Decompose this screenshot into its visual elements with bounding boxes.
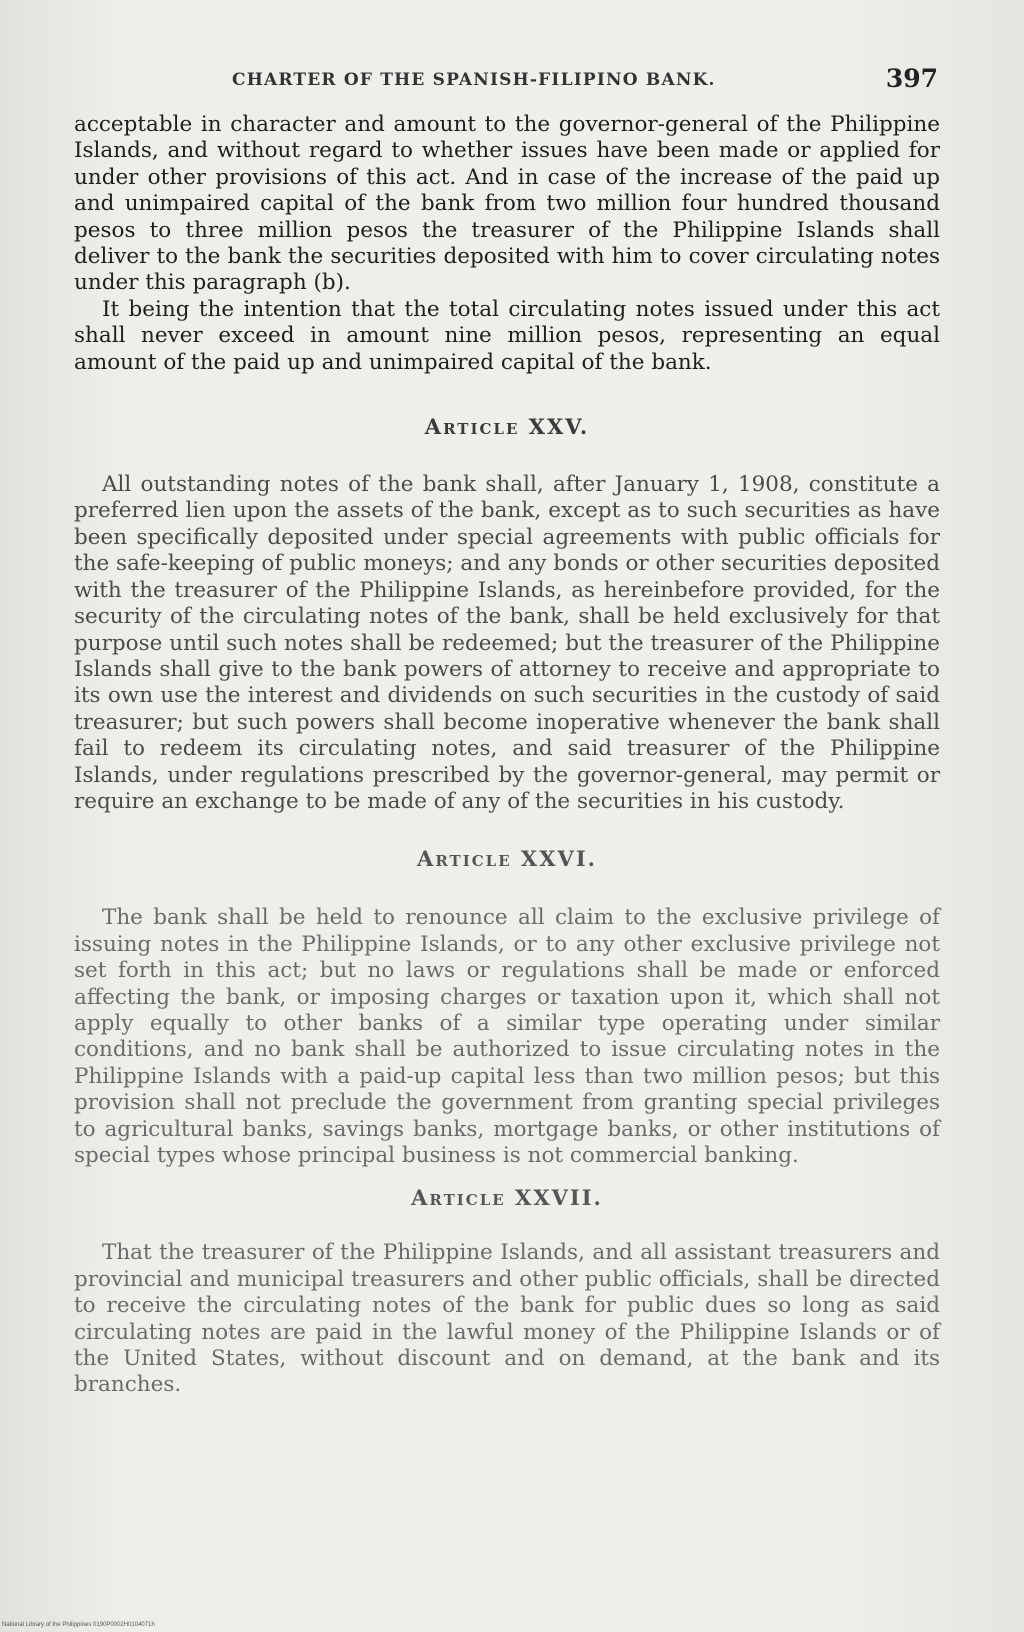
article-27-text: That the treasurer of the Philippine Islands, and all assistant treasurers and provincial and municipal treasurers and other public officials, shall be directed to receive the circulating notes of the bank for public dues so long as said circulating notes are paid in the lawful money of the Philippine Islands or of the United States, without discount and on demand, at the bank and its branches. bbox=[74, 1240, 940, 1398]
running-head: CHARTER OF THE SPANISH-FILIPINO BANK. bbox=[232, 70, 716, 90]
paragraph-continuation: acceptable in character and amount to the governor-general of the Philippine Islands, and without regard to whether issues have been made or applied for under other provisions of this act. And in case of the increase of the paid up and unimpaired capital of the bank from two million four hundred thousand pesos to three million pesos the treasurer of the Philippine Islands shall deliver to the bank the securities deposited with him to cover circulating notes under this paragraph (b). bbox=[74, 112, 940, 296]
paragraph-intention: It being the intention that the total circulating notes issued under this act shall never exceed in amount nine million pesos, representing an equal amount of the paid up and unimpaired capital of the bank. bbox=[74, 296, 940, 375]
article-25-text: All outstanding notes of the bank shall, after January 1, 1908, constitute a preferred lien upon the assets of the bank, except as to such securities as have been specifically deposited under special agreements with public officials for the safe-keeping of public moneys; and any bonds or other securities deposited with the treasurer of the Philippine Islands, as hereinbefore provided, for the security of the circulating notes of the bank, shall be held exclusively for that purpose until such notes shall be redeemed; but the treasurer of the Philippine Islands shall give to the bank powers of attorney to receive and appropriate to its own use the interest and dividends on such securities in the custody of said treasurer; but such powers shall become inoperative whenever the bank shall fail to redeem its circulating notes, and said treasurer of the Philippine Islands, under regulations prescribed by the governor-general, may permit or require an exchange to be made of any of the securities in his custody. bbox=[74, 472, 940, 814]
page-number: 397 bbox=[885, 64, 938, 93]
article-25-heading: Article XXV. bbox=[424, 414, 590, 440]
article-26-text: The bank shall be held to renounce all claim to the exclusive privilege of issuing notes in the Philippine Islands, or to any other exclusive privilege not set forth in this act; but no laws or regulations shall be made or enforced affecting the bank, or imposing charges or taxation upon it, which shall not apply equally to other banks of a similar type operating under similar conditions, and no bank shall be authorized to issue circulating notes in the Philippine Islands with a paid-up capital less than two million pesos; but this provision shall not preclude the government from granting special privileges to agricultural banks, savings banks, mortgage banks, or other institutions of special types whose principal business is not commercial banking. bbox=[74, 905, 940, 1168]
scan-credit: National Library of the Philippines 0190P0002H0104071h bbox=[2, 1622, 155, 1628]
page-body bbox=[74, 112, 940, 1399]
article-26-heading: Article XXVI. bbox=[417, 846, 597, 872]
article-27-heading: Article XXVII. bbox=[411, 1185, 603, 1211]
page-header bbox=[76, 64, 940, 104]
